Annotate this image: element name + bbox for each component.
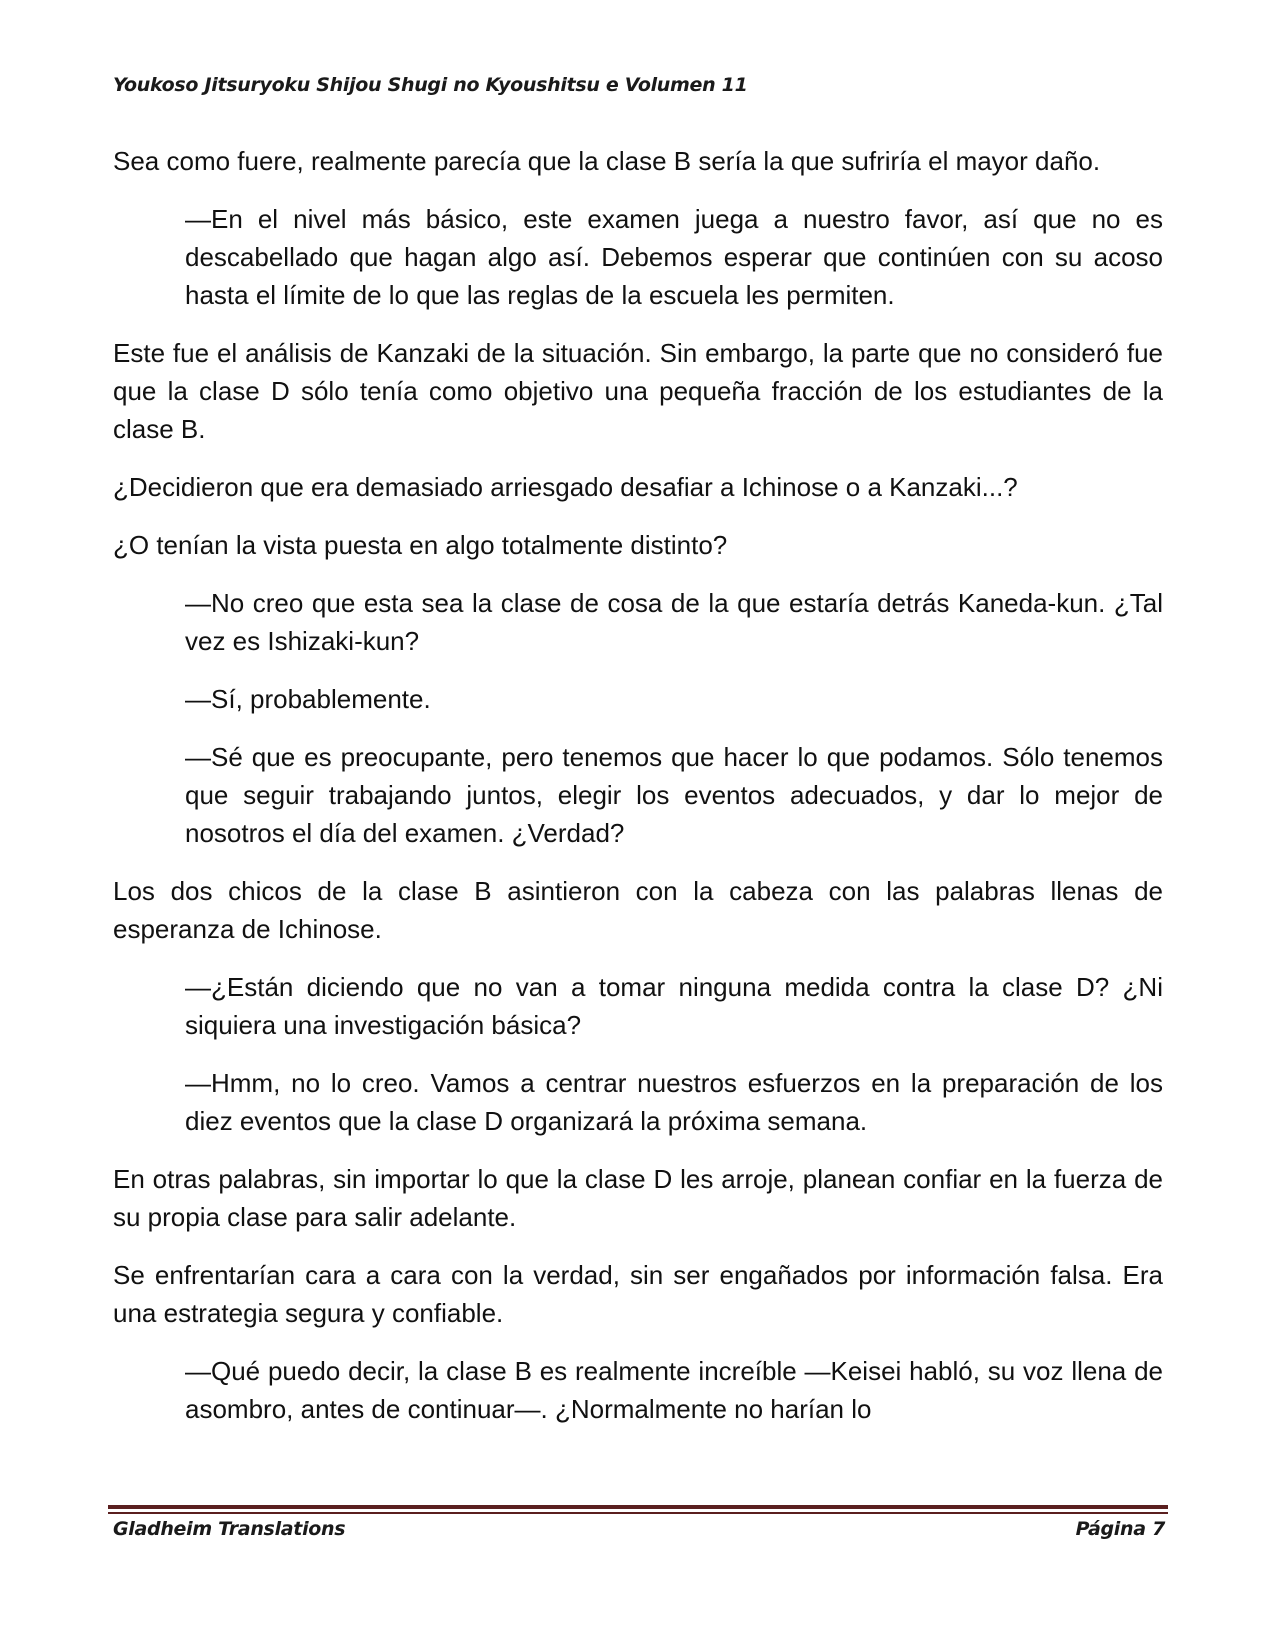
- paragraph: Sea como fuere, realmente parecía que la clase B sería la que sufriría el mayor daño.: [113, 146, 1101, 176]
- dialogue-paragraph: —Sí, probablemente.: [185, 684, 431, 714]
- dialogue-paragraph: —No creo que esta sea la clase de cosa de la que estaría detrás Kaneda-kun. ¿Tal vez es Ishizaki-kun?: [185, 588, 1163, 656]
- dialogue-paragraph: —¿Están diciendo que no van a tomar ninguna medida contra la clase D? ¿Ni siquiera una investigación básica?: [185, 972, 1163, 1040]
- footer-translator-credit: Gladheim Translations: [113, 1518, 346, 1540]
- paragraph: ¿Decidieron que era demasiado arriesgado desafiar a Ichinose o a Kanzaki...?: [113, 472, 1018, 502]
- paragraph: Se enfrentarían cara a cara con la verdad, sin ser engañados por información falsa. Era una estrategia segura y confiable.: [113, 1260, 1163, 1328]
- page-header-title: Youkoso Jitsuryoku Shijou Shugi no Kyoushitsu e Volumen 11: [113, 74, 748, 96]
- footer-divider: [108, 1505, 1168, 1509]
- dialogue-paragraph: —Sé que es preocupante, pero tenemos que hacer lo que podamos. Sólo tenemos que seguir trabajando juntos, elegir los eventos adecuados, y dar lo mejor de nosotros el día del examen. ¿Verdad?: [185, 742, 1163, 848]
- dialogue-paragraph: —En el nivel más básico, este examen juega a nuestro favor, así que no es descabellado que hagan algo así. Debemos esperar que continúen con su acoso hasta el límite de lo que las reglas de la escuela les permiten.: [185, 204, 1163, 310]
- paragraph: Este fue el análisis de Kanzaki de la situación. Sin embargo, la parte que no consideró fue que la clase D sólo tenía como objetivo una pequeña fracción de los estudiantes de la clase B.: [113, 338, 1163, 444]
- paragraph: ¿O tenían la vista puesta en algo totalmente distinto?: [113, 530, 728, 560]
- paragraph: En otras palabras, sin importar lo que la clase D les arroje, planean confiar en la fuerza de su propia clase para salir adelante.: [113, 1164, 1163, 1232]
- footer-page-number: Página 7: [1075, 1518, 1165, 1540]
- document-body: [113, 142, 1163, 1428]
- dialogue-paragraph: —Qué puedo decir, la clase B es realmente increíble —Keisei habló, su voz llena de asombro, antes de continuar—. ¿Normalmente no harían lo: [185, 1356, 1163, 1424]
- dialogue-paragraph: —Hmm, no lo creo. Vamos a centrar nuestros esfuerzos en la preparación de los diez eventos que la clase D organizará la próxima semana.: [185, 1068, 1163, 1136]
- paragraph: Los dos chicos de la clase B asintieron con la cabeza con las palabras llenas de esperanza de Ichinose.: [113, 876, 1163, 944]
- footer-divider-thin: [108, 1512, 1168, 1514]
